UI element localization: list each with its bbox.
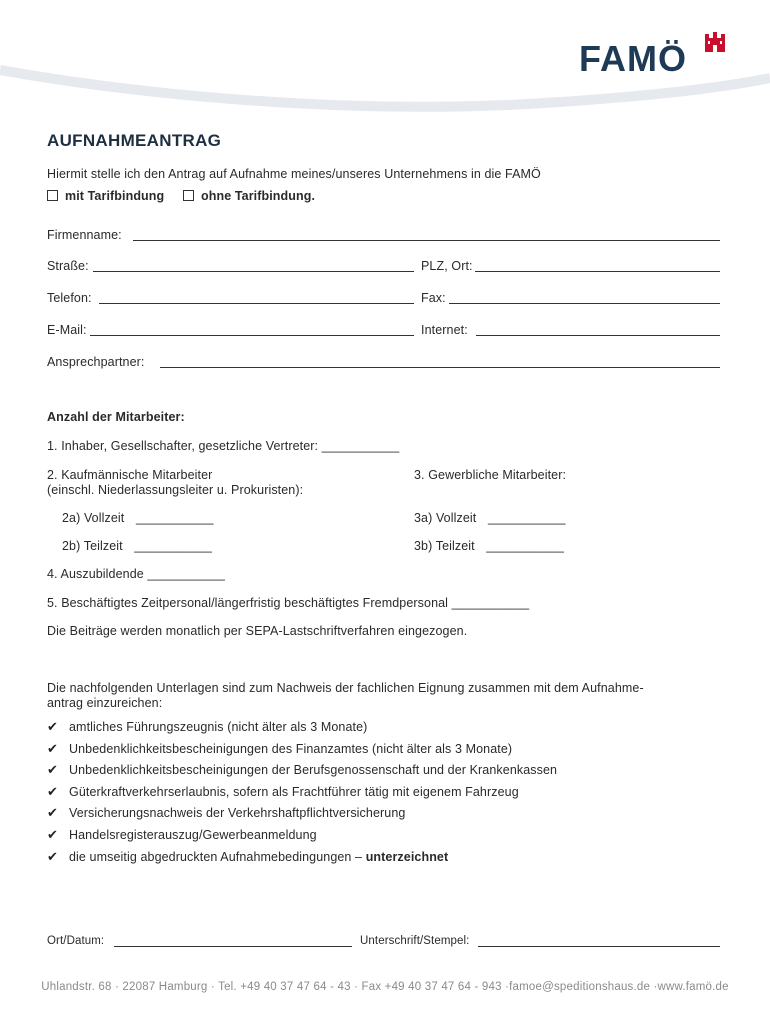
input-fax[interactable]	[449, 303, 720, 304]
employees-heading: Anzahl der Mitarbeiter:	[47, 410, 185, 424]
blank-3b[interactable]: ___________	[486, 539, 564, 553]
check-icon: ✔	[47, 827, 58, 842]
document-item: ✔ amtliches Führungszeugnis (nicht älter als 3 Monate)	[47, 719, 368, 734]
input-email[interactable]	[90, 335, 414, 336]
employees-item-3: 3. Gewerbliche Mitarbeiter:	[414, 468, 567, 482]
input-strasse[interactable]	[93, 271, 414, 272]
employees-item-2-line2: (einschl. Niederlassungsleiter u. Prokuristen):	[47, 483, 304, 497]
brand-logo: FAMÖ	[579, 38, 687, 79]
employees-3a: 3a) Vollzeit ___________	[414, 511, 566, 525]
document-item: ✔ Unbedenklichkeitsbescheinigungen der Berufsgenossenschaft und der Krankenkassen	[47, 762, 558, 777]
input-ansprechpartner[interactable]	[160, 367, 720, 368]
employees-2a: 2a) Vollzeit ___________	[62, 511, 214, 525]
label-internet: Internet:	[421, 323, 468, 337]
employees-item-4: 4. Auszubildende ___________	[47, 567, 225, 581]
document-item: ✔ Handelsregisterauszug/Gewerbeanmeldung	[47, 827, 317, 842]
form-title: AUFNAHMEANTRAG	[47, 131, 222, 150]
input-firmenname[interactable]	[133, 240, 720, 241]
document-item: ✔ Unbedenklichkeitsbescheinigungen des Finanzamtes (nicht älter als 3 Monate)	[47, 741, 513, 756]
input-ort-datum[interactable]	[114, 946, 352, 947]
blank-2a[interactable]: ___________	[135, 511, 214, 525]
input-telefon[interactable]	[99, 303, 414, 304]
input-internet[interactable]	[476, 335, 720, 336]
label-telefon: Telefon:	[47, 291, 92, 305]
document-item: ✔ Güterkraftverkehrserlaubnis, sofern als Frachtführer tätig mit eigenem Fahrzeug	[47, 784, 519, 799]
documents-intro-line1: Die nachfolgenden Unterlagen sind zum Nachweis der fachlichen Eignung zusammen mit dem Aufnahme-	[47, 681, 644, 695]
employees-item-1: 1. Inhaber, Gesellschafter, gesetzliche Vertreter: ___________	[47, 439, 400, 453]
document-item: ✔ die umseitig abgedruckten Aufnahmebedingungen – unterzeichnet	[47, 849, 449, 864]
check-icon: ✔	[47, 849, 58, 864]
option-with-tarif[interactable]: mit Tarifbindung	[47, 189, 164, 203]
check-icon: ✔	[47, 762, 58, 777]
employees-2b: 2b) Teilzeit ___________	[62, 539, 212, 553]
footer-contact: Uhlandstr. 68 · 22087 Hamburg · Tel. +49 40 37 47 64 - 43 · Fax +49 40 37 47 64 - 943 ·famoe@speditionshaus.de ·www.famö.de	[41, 981, 729, 993]
blank-3a[interactable]: ___________	[487, 511, 566, 525]
check-icon: ✔	[47, 784, 58, 799]
check-icon: ✔	[47, 805, 58, 820]
input-unterschrift[interactable]	[478, 946, 720, 947]
label-firmenname: Firmenname:	[47, 228, 122, 242]
employees-item-5: 5. Beschäftigtes Zeitpersonal/längerfristig beschäftigtes Fremdpersonal ___________	[47, 596, 530, 610]
checkbox-with-tarif[interactable]	[47, 190, 58, 201]
label-email: E-Mail:	[47, 323, 87, 337]
documents-intro-line2: antrag einzureichen:	[47, 696, 163, 710]
employees-3b: 3b) Teilzeit ___________	[414, 539, 564, 553]
input-plz-ort[interactable]	[475, 271, 720, 272]
sepa-note: Die Beiträge werden monatlich per SEPA-Lastschriftverfahren eingezogen.	[47, 624, 468, 638]
checkbox-without-tarif[interactable]	[183, 190, 194, 201]
label-fax: Fax:	[421, 291, 446, 305]
blank-2b[interactable]: ___________	[134, 539, 212, 553]
label-plz-ort: PLZ, Ort:	[421, 259, 473, 273]
option-without-tarif[interactable]: ohne Tarifbindung.	[183, 189, 315, 203]
label-ort-datum: Ort/Datum:	[47, 935, 105, 947]
check-icon: ✔	[47, 741, 58, 756]
check-icon: ✔	[47, 719, 58, 734]
label-unterschrift: Unterschrift/Stempel:	[360, 935, 470, 947]
document-item: ✔ Versicherungsnachweis der Verkehrshaftpflichtversicherung	[47, 805, 406, 820]
employees-item-2-line1: 2. Kaufmännische Mitarbeiter	[47, 468, 213, 482]
label-ansprechpartner: Ansprechpartner:	[47, 355, 145, 369]
castle-crest-icon	[704, 30, 726, 54]
label-strasse: Straße:	[47, 259, 89, 273]
intro-text: Hiermit stelle ich den Antrag auf Aufnahme meines/unseres Unternehmens in die FAMÖ	[47, 167, 541, 181]
